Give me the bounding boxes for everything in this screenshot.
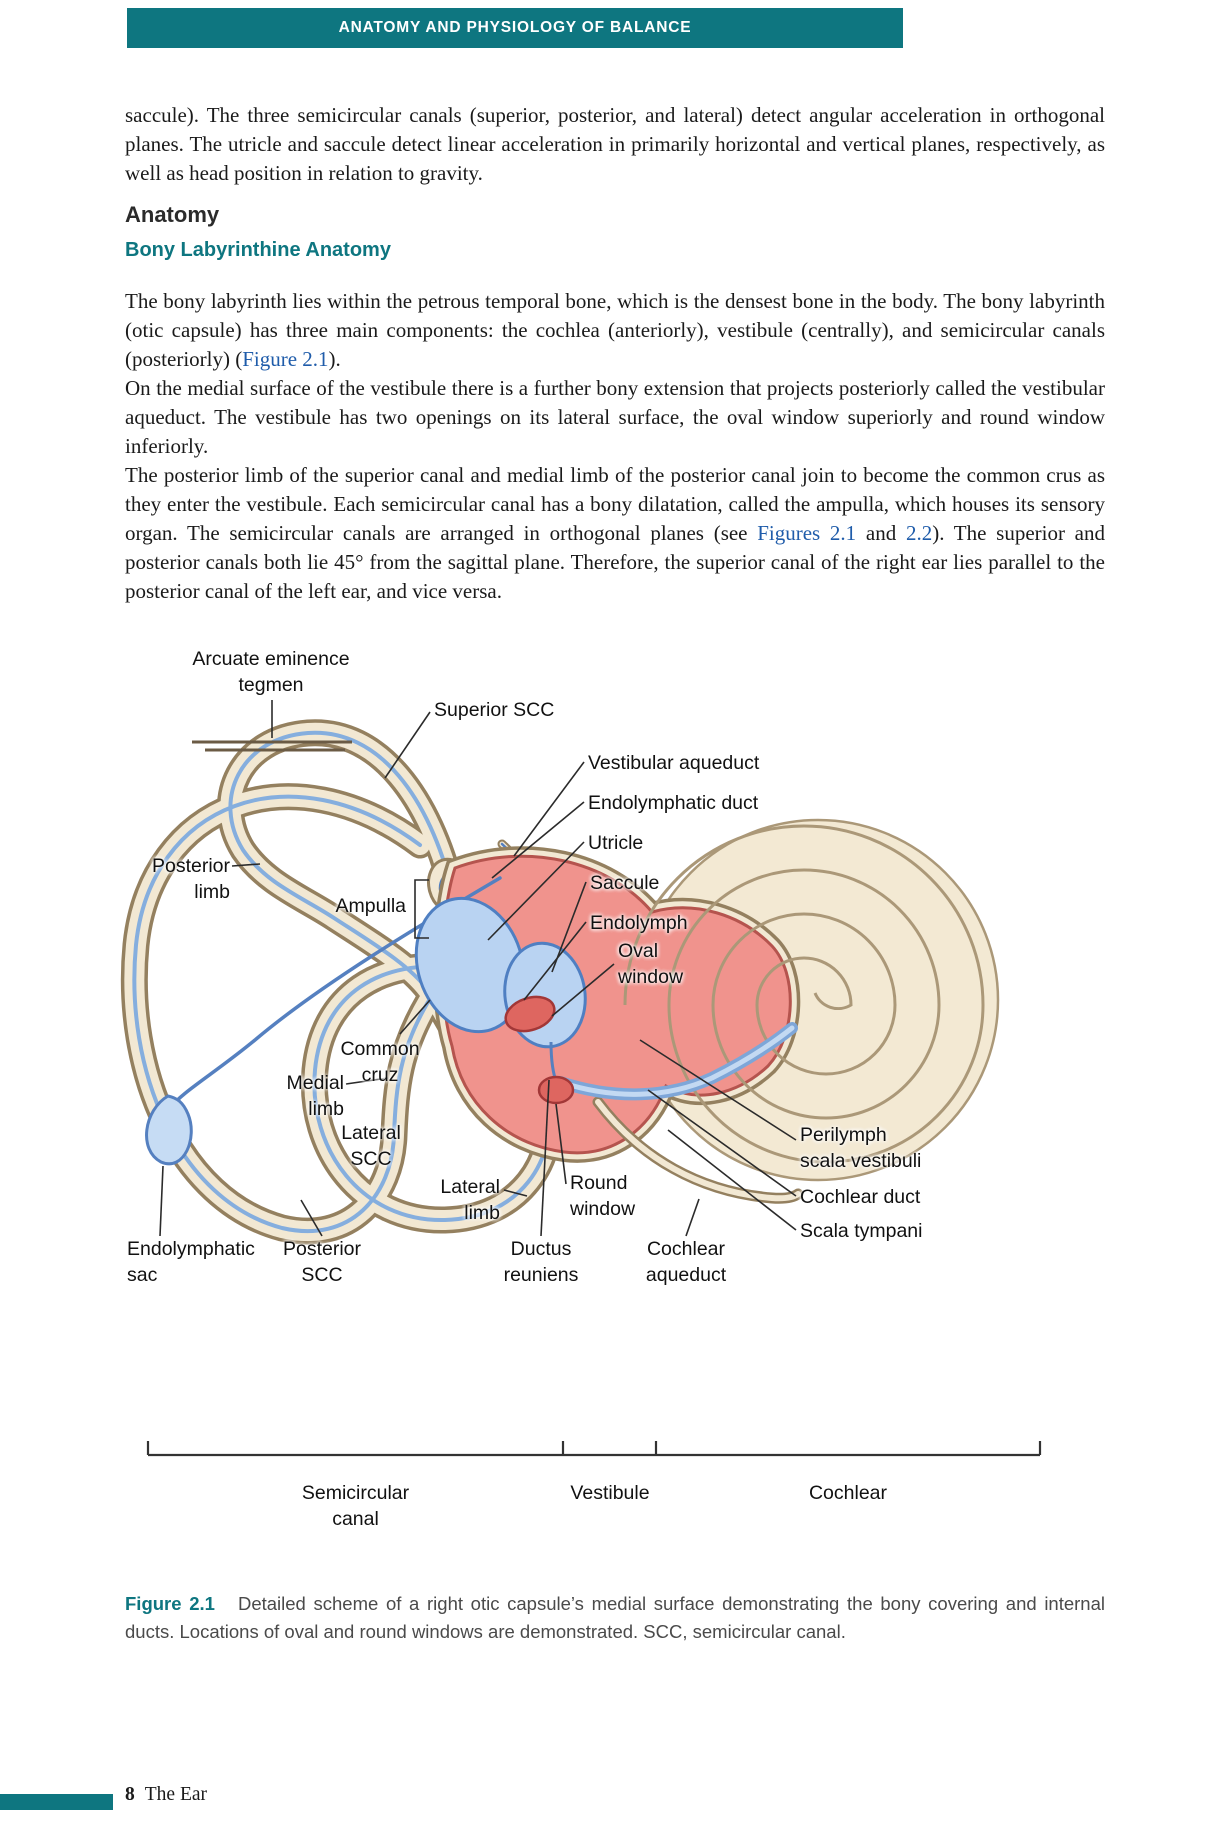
- label-vestibular-aqueduct: Vestibular aqueduct: [588, 752, 760, 774]
- label-ampulla: Ampulla: [335, 895, 406, 917]
- label-arcuate-eminence-tegmen: Arcuate eminence tegmen: [192, 648, 350, 696]
- bony-labyrinthine-heading: Bony Labyrinthine Anatomy: [125, 239, 391, 261]
- figure-caption-text: Detailed scheme of a right otic capsule’s medial surface demonstrating the bony covering and internal ducts. Locations of oval and round windows are demonstrated. SCC, semicircular canal.: [125, 1593, 1105, 1642]
- region-label-semicircular-canal: Semicircular canal: [301, 1482, 410, 1530]
- region-scale-bracket: [148, 1441, 1040, 1455]
- region-label-cochlear: Cochlear: [808, 1482, 888, 1504]
- posterior-paragraph-text-2: and: [856, 521, 906, 545]
- label-cochlear-duct: Cochlear duct: [800, 1186, 921, 1208]
- medial-surface-text: On the medial surface of the vestibule there is a further bony extension that projects posteriorly called the vestibular aqueduct. The vestibule has two openings on its lateral surface, the oval window superiorly and round window inferiorly.: [125, 376, 1105, 458]
- label-medial-limb: Medial limb: [286, 1072, 344, 1120]
- intro-text: saccule). The three semicircular canals (superior, posterior, and lateral) detect angular acceleration in orthogonal planes. The utricle and saccule detect linear acceleration in primarily horizontal and vertical planes, respectively, as well as head position in relation to gravity.: [125, 103, 1105, 185]
- anatomy-heading: Anatomy: [125, 202, 220, 227]
- figure-caption: [125, 1590, 1105, 1645]
- label-posterior-limb: Posterior limb: [151, 855, 230, 903]
- figures-2-1-link[interactable]: Figures 2.1: [757, 521, 857, 545]
- label-saccule: Saccule: [590, 872, 660, 894]
- label-cochlear-aqueduct: Cochlear aqueduct: [645, 1238, 727, 1286]
- bony-labyrinth-paragraph: [125, 287, 1105, 374]
- label-lateral-scc: Lateral SCC: [341, 1122, 401, 1170]
- posterior-paragraph-text-1: The posterior limb of the superior canal and medial limb of the posterior canal join to become the common crus as they enter the vestibule. Each semicircular canal has a bony dilatation, called the ampulla, which houses its sensory organ. The semicircular canals are arranged in orthogonal planes (see: [125, 463, 1105, 545]
- figure-2-1-link[interactable]: Figure 2.1: [242, 347, 329, 371]
- page-number: 8: [125, 1784, 135, 1805]
- chapter-banner-title: ANATOMY AND PHYSIOLOGY OF BALANCE: [338, 19, 692, 36]
- intro-paragraph: [125, 101, 1105, 188]
- label-endolymph: Endolymph: [590, 912, 688, 934]
- bony-paragraph-text: The bony labyrinth lies within the petrous temporal bone, which is the densest bone in the body. The bony labyrinth (otic capsule) has three main components: the cochlea (anteriorly), vestibule (centrally), and semicircular canals (posteriorly) (: [125, 289, 1105, 371]
- label-round-window: Round window: [570, 1172, 636, 1220]
- round-window-shape: [539, 1077, 573, 1103]
- medial-surface-paragraph: [125, 374, 1105, 461]
- book-title: The Ear: [144, 1784, 208, 1805]
- footer-accent-bar: [0, 1794, 113, 1810]
- label-common-crus: Common cruz: [340, 1038, 420, 1086]
- label-oval-window: Oval window: [618, 940, 684, 988]
- label-scala-tympani: Scala tympani: [800, 1220, 923, 1242]
- region-label-vestibule: Vestibule: [570, 1482, 650, 1504]
- posterior-limb-paragraph: [125, 461, 1105, 606]
- label-posterior-scc: Posterior SCC: [282, 1238, 362, 1286]
- label-endolymphatic-sac: Endolymphatic sac: [127, 1238, 255, 1286]
- label-lateral-limb: Lateral limb: [440, 1176, 500, 1224]
- bony-paragraph-end: ).: [328, 347, 341, 371]
- figure-caption-number: Figure 2.1: [125, 1593, 215, 1614]
- label-perilymph-scala-vestibuli: Perilymph scala vestibuli: [800, 1124, 922, 1172]
- page-footer: [125, 1784, 207, 1806]
- chapter-banner: [127, 8, 903, 48]
- label-ductus-reuniens: Ductus reuniens: [503, 1238, 579, 1286]
- figure-2-2-link[interactable]: 2.2: [905, 521, 933, 545]
- label-endolymphatic-duct: Endolymphatic duct: [588, 792, 759, 814]
- label-utricle: Utricle: [588, 832, 644, 854]
- label-superior-scc: Superior SCC: [434, 699, 555, 721]
- posterior-paragraph-text-3: ). The superior and posterior canals both lie 45° from the sagittal plane. Therefore, the superior canal of the right ear lies parallel to the posterior canal of the left ear, and vice versa.: [125, 521, 1105, 603]
